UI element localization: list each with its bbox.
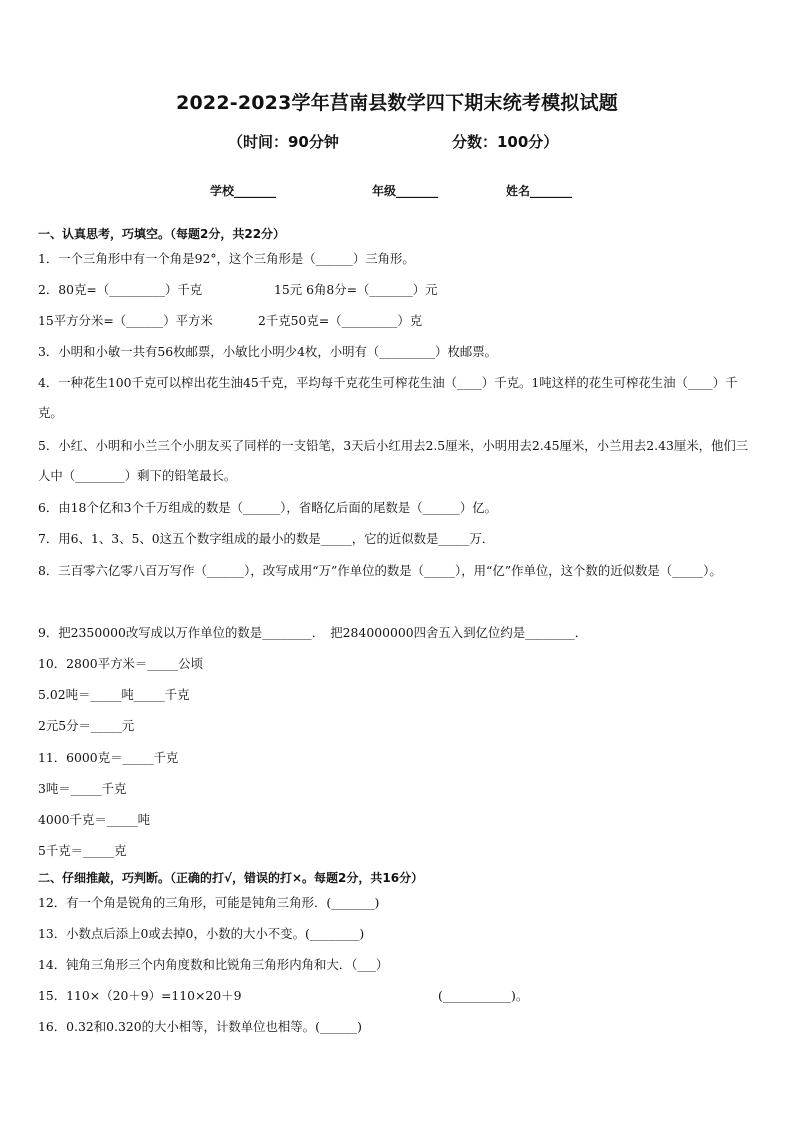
question-15 [38,988,760,1004]
question-13: 13．小数点后添上0或去掉0，小数的大小不变。(________) [38,926,365,941]
question-11d: 5千克＝_____克 [38,843,127,858]
school-field: 学校_______ [210,184,277,198]
question-10c: 2元5分＝_____元 [38,718,135,733]
question-7: 7．用6、1、3、5、0这五个数字组成的最小的数是_____，它的近似数是_____万． [38,531,495,546]
question-4: 4．一种花生100千克可以榨出花生油45千克，平均每千克花生可榨花生油（____）千克。1吨这样的花生可榨花生油（____）千克。 [38,375,738,420]
question-2c: 15平方分米=（______）平方米 [38,313,213,328]
section-heading-1: 一、认真思考，巧填空。（每题2分，共22分） [38,227,286,241]
section-heading-2: 二、仔细推敲，巧判断。（正确的打√，错误的打×。每题2分，共16分） [38,871,424,885]
question-15-answer: (___________)。 [438,988,529,1003]
question-3: 3．小明和小敏一共有56枚邮票，小敏比小明少4枚，小明有（_________）枚邮票。 [38,344,498,359]
question-2-row-1 [38,282,760,298]
question-1: 1．一个三角形中有一个角是92°，这个三角形是（______）三角形。 [38,251,415,266]
question-8: 8．三百零六亿零八百万写作（______），改写成用“万”作单位的数是（_____），用“亿”作单位，这个数的近似数是（_____）。 [38,563,722,578]
time-label: （时间：90分钟 [228,133,339,151]
question-11c: 4000千克＝_____吨 [38,812,151,827]
question-2-row-2 [38,313,760,329]
question-2a: 2．80克=（_________）千克 [38,282,203,297]
page-title: 2022-2023学年莒南县数学四下期末统考模拟试题 [176,92,618,114]
question-14: 14．钝角三角形三个内角度数和比锐角三角形内角和大．（___） [38,957,389,972]
question-10a: 10．2800平方米＝_____公顷 [38,656,204,671]
question-15-expression: 15．110×（20＋9）=110×20＋9 [38,988,242,1003]
question-2d: 2千克50克=（_________）克 [258,313,423,328]
score-label: 分数：100分） [452,133,559,151]
question-9: 9．把2350000改写成以万作单位的数是________． 把284000000四舍五入到亿位约是________． [38,625,588,640]
grade-field: 年级_______ [372,184,439,198]
name-field: 姓名_______ [506,184,573,198]
question-2b: 15元 6角8分=（_______）元 [274,282,438,297]
exam-meta [0,131,794,151]
question-5: 5．小红、小明和小兰三个小朋友买了同样的一支铅笔，3天后小红用去2.5厘米，小明用去2.45厘米，小兰用去2.43厘米，他们三人中（________）剩下的铅笔最长。 [38,438,749,483]
student-info [0,182,794,200]
question-11b: 3吨＝_____千克 [38,781,127,796]
question-16: 16．0.32和0.320的大小相等，计数单位也相等。(______) [38,1019,362,1034]
question-12: 12．有一个角是锐角的三角形，可能是钝角三角形．(_______) [38,895,380,910]
question-11a: 11．6000克＝_____千克 [38,750,179,765]
question-6: 6．由18个亿和3个千万组成的数是（______），省略亿后面的尾数是（______）亿。 [38,500,498,515]
question-10b: 5.02吨＝_____吨_____千克 [38,687,190,702]
